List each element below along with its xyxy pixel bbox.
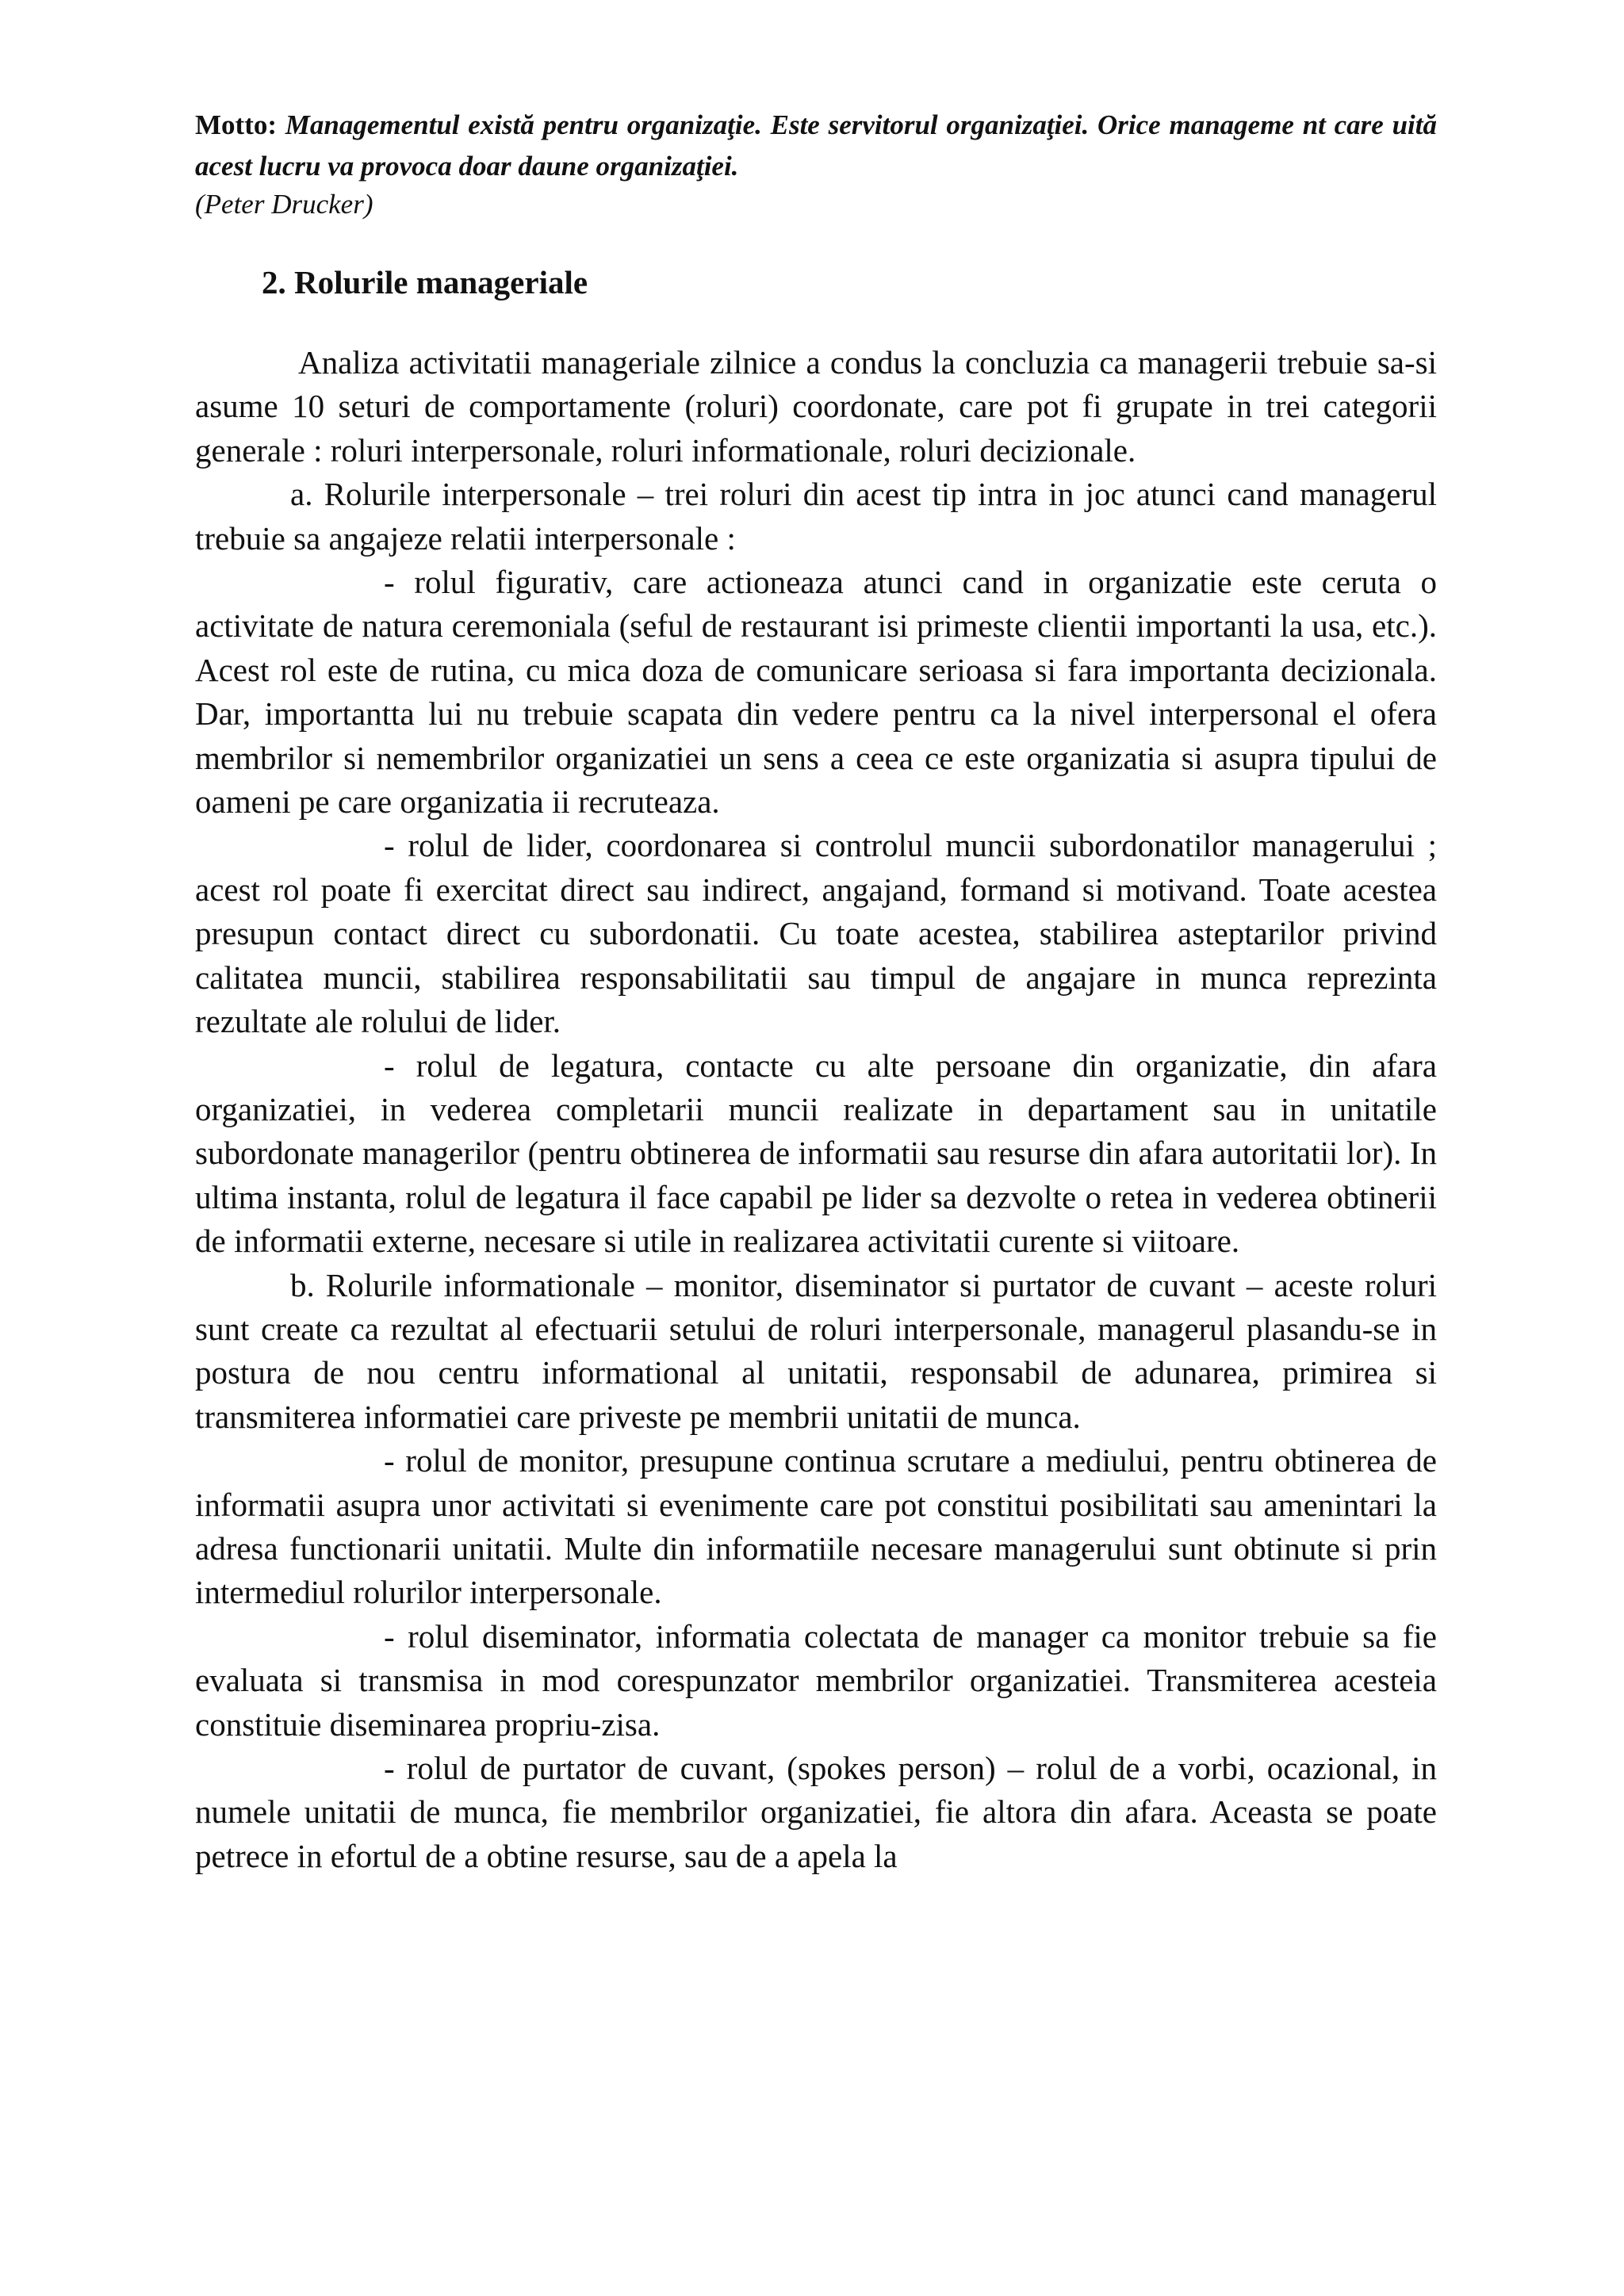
paragraph-monitor-role: - rolul de monitor, presupune continua scrutare a mediului, pentru obtinerea de informatii asupra unor activitati si evenimente care pot constitui posibilitati sau amenintari la adresa functionarii unitatii. Multe din informatiile necesare managerului sunt obtinute si prin intermediul rolurilor interpersonale. [195,1442,1437,1611]
motto-author: (Peter Drucker) [195,189,373,220]
paragraph-leader-role: - rolul de lider, coordonarea si controlul muncii subordonatilor managerului ; acest rol poate fi exercitat direct sau indirect, angajand, formand si motivand. Toate acestea presupun contact direct cu subordonatii. Cu toate acestea, stabilirea asteptarilor privind calitatea muncii, stabilirea responsabilitatii sau timpul de angajare in munca reprezinta rezultate ale rolului de lider. [195,827,1437,1040]
section-title: 2. Rolurile manageriale [262,264,588,300]
document-body [195,341,1437,1878]
paragraph-disseminator-role: - rolul diseminator, informatia colectata de manager ca monitor trebuie sa fie evaluata si transmisa in mod corespunzator membrilor organizatiei. Transmiterea acesteia constituie diseminarea propriu-zisa. [195,1617,1437,1743]
motto-text: Managementul există pentru organizaţie. Este servitorul organizaţiei. Orice manageme nt care uită acest lucru va provoca doar daune organizaţiei. [195,109,1437,182]
motto-label: Motto: [195,109,278,140]
paragraph-figurative-role: - rolul figurativ, care actioneaza atunci cand in organizatie este ceruta o activitate de natura ceremoniala (seful de restaurant isi primeste clientii importanti la usa, etc.). Acest rol este de rutina, cu mica doza de comunicare serioasa si fara importanta decizionala. Dar, importantta lui nu trebuie scapata din vedere pentru ca la nivel interpersonal el ofera membrilor si nemembrilor organizatiei un sens a ceea ce este organizatia si asupra tipului de oameni pe care organizatia ii recruteaza. [195,564,1437,821]
paragraph-informational-roles: b. Rolurile informationale – monitor, diseminator si purtator de cuvant – aceste roluri sunt create ca rezultat al efectuarii setului de roluri interpersonale, managerul plasandu-se in postura de nou centru informational al unitatii, responsabil de adunarea, primirea si transmiterea informatiei care priveste pe membrii unitatii de munca. [195,1266,1437,1435]
document-page [195,105,1437,1878]
paragraph-interpersonal-roles: a. Rolurile interpersonale – trei roluri din acest tip intra in joc atunci cand managerul trebuie sa angajeze relatii interpersonale : [195,476,1437,557]
paragraph-spokesperson-role: - rolul de purtator de cuvant, (spokes person) – rolul de a vorbi, ocazional, in numele unitatii de munca, fie membrilor organizatiei, fie altora din afara. Aceasta se poate petrece in efortul de a obtine resurse, sau de a apela la [195,1750,1437,1874]
paragraph-liaison-role: - rolul de legatura, contacte cu alte persoane din organizatie, din afara organizatiei, in vederea completarii muncii realizate in departament sau in unitatile subordonate managerilor (pentru obtinerea de informatii sau resurse din afara autoritatii lor). In ultima instanta, rolul de legatura il face capabil pe lider sa dezvolte o retea in vederea obtinerii de informatii externe, necesare si utile in realizarea activitatii curente si viitoare. [195,1047,1437,1260]
paragraph-intro: Analiza activitatii manageriale zilnice a condus la concluzia ca managerii trebuie sa-si asume 10 seturi de comportamente (roluri) coordonate, care pot fi grupate in trei categorii generale : roluri interpersonale, roluri informationale, roluri decizionale. [195,344,1437,469]
motto [195,105,1437,187]
